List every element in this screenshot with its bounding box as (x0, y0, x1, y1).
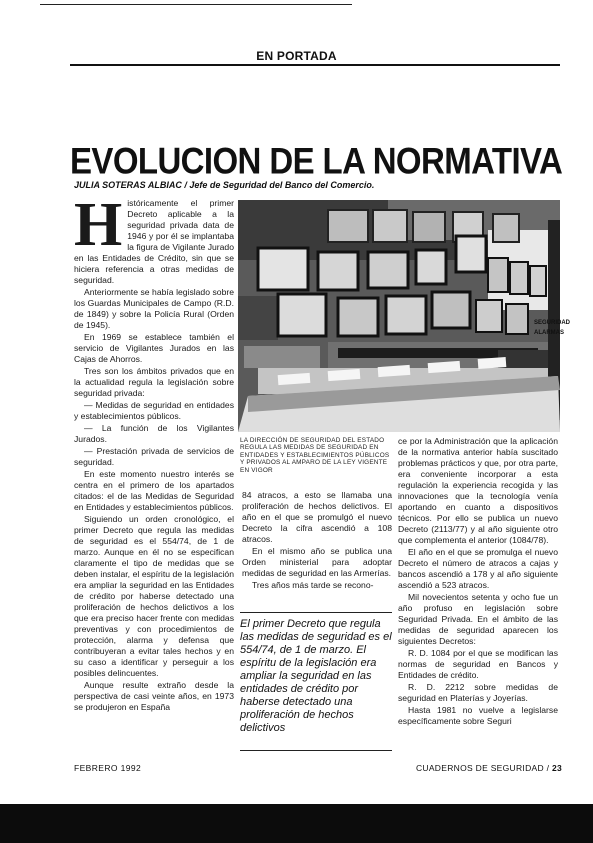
headline: EVOLUCION DE LA NORMATIVA (70, 140, 563, 182)
paragraph: ce por la Administración que la aplicación de la normativa anterior había suscitado problemas prácticos y que, por otra parte, era conveniente incorporar a esta regulación la experiencia recogida y las innovaciones que la tecnología venía aportando en cuanto a dispositivos técnicos. Por ello se publica un nuevo Decreto (2113/77) y al año siguiente otro que complementa el anterior (1084/78). (398, 436, 558, 545)
paragraph: Hasta 1981 no vuelve a legislarse específicamente sobre Seguri (398, 705, 558, 726)
photo-caption: LA DIRECCIÓN DE SEGURIDAD DEL ESTADO REGULA LAS MEDIDAS DE SEGURIDAD EN ENTIDADES Y ESTABLECIMIENTOS PÚBLICOS Y PRIVADOS AL AMPARO DE LA LEY VIGENTE EN VIGOR (240, 437, 390, 474)
paragraph: En este momento nuestro interés se centra en el primero de los apartados citados: el de las Medidas de Seguridad en Entidades y establecimientos públicos. (74, 469, 234, 512)
paragraph: Mil novecientos setenta y ocho fue un año profuso en legislación sobre Seguridad Privada. En el ámbito de las medidas de seguridad aparecen los siguientes Decretos: (398, 592, 558, 646)
pullquote-rule-bottom (240, 750, 392, 751)
paragraph: — Prestación privada de servicios de seguridad. (74, 446, 234, 467)
publication-name: CUADERNOS DE SEGURIDAD (415, 763, 544, 773)
paragraph: — La función de los Vigilantes Jurados. (74, 423, 234, 444)
dropcap: H (74, 191, 123, 259)
article-column-3 (398, 436, 558, 756)
monitor-label: ALARMAS (534, 330, 564, 336)
paragraph: Anteriormente se había legislado sobre los Guardas Municipales de Campo (R.D. de 1849) y sobre la Policía Rural (Orden de 1945). (74, 287, 234, 330)
page-number: 23 (551, 763, 562, 773)
paragraph: istóricamente el primer Decreto aplicable a la seguridad privada data de 1946 y por él se implantaba la figura de Vigilante Jurado en las Entidades de Crédito, sin que se hiciera referencia a otras medidas de seguridad. (74, 198, 234, 285)
paragraph: El año en el que se promulga el nuevo Decreto el número de atracos a cajas y bancos ascendió a 178 y al año siguiente ascendió a 523 atracos. (398, 547, 558, 590)
bottom-scan-band (0, 804, 593, 843)
security-control-room-monitors-photo (238, 200, 571, 432)
footer-date: FEBRERO 1992 (74, 763, 142, 773)
paragraph: En el mismo año se publica una Orden ministerial para adoptar medidas de seguridad en las Armerías. (242, 546, 392, 578)
article-column-2 (242, 490, 392, 610)
section-label: EN PORTADA (256, 49, 337, 63)
paragraph: Aunque resulte extraño desde la perspectiva de casi veinte años, en 1973 se produjeron en España (74, 680, 234, 712)
paragraph: — Medidas de seguridad en entidades y establecimientos públicos. (74, 400, 234, 421)
top-rule (40, 4, 352, 5)
paragraph: Tres son los ámbitos privados que en la actualidad regula la legislación sobre seguridad privada: (74, 366, 234, 398)
paragraph: 84 atracos, a esto se llamaba una proliferación de hechos delictivos. El año en el que se promulgó el nuevo Decreto la cifra ascendió a 108 atracos. (242, 490, 392, 544)
footer-separator: / (543, 763, 552, 773)
paragraph: En 1969 se establece también el servicio de Vigilantes Jurados en las Cajas de Ahorros. (74, 332, 234, 364)
monitor-label: SEGURIDAD (534, 320, 571, 326)
paragraph: Siguiendo un orden cronológico, el primer Decreto que regula las medidas de seguridad es el 554/74, de 1 de marzo. Aunque en él no se especifican claramente el tipo de medidas que se deben instalar, el espíritu de la legislación era ampliar la seguridad en las Entidades de crédito por haberse detectado una proliferación de hechos delictivos a los que era preciso hacer frente con medidas preventivas y con procedimientos de protección, alarma y defensa que contribuyeran a evitar tales hechos y en su caso a identificar y perseguir a los posibles delincuentes. (74, 514, 234, 678)
footer-publication (400, 763, 562, 773)
paragraph: R. D. 2212 sobre medidas de seguridad en Platerías y Joyerías. (398, 682, 558, 703)
byline: JULIA SOTERAS ALBIAC / Jefe de Seguridad del Banco del Comercio. (74, 180, 375, 190)
article-column-1 (74, 191, 234, 758)
paragraph: Tres años más tarde se recono- (252, 580, 374, 590)
section-rule (70, 64, 560, 66)
pullquote: El primer Decreto que regula las medidas de seguridad es el 554/74, de 1 de marzo. El espíritu de la legislación era ampliar la seguridad en las entidades de crédito por haberse detectado una proliferación de hechos delictivos (240, 618, 392, 734)
paragraph: R. D. 1084 por el que se modifican las normas de seguridad en Bancos y Entidades de crédito. (398, 648, 558, 680)
pullquote-rule-top (240, 612, 392, 613)
photo-illustration (238, 200, 571, 432)
